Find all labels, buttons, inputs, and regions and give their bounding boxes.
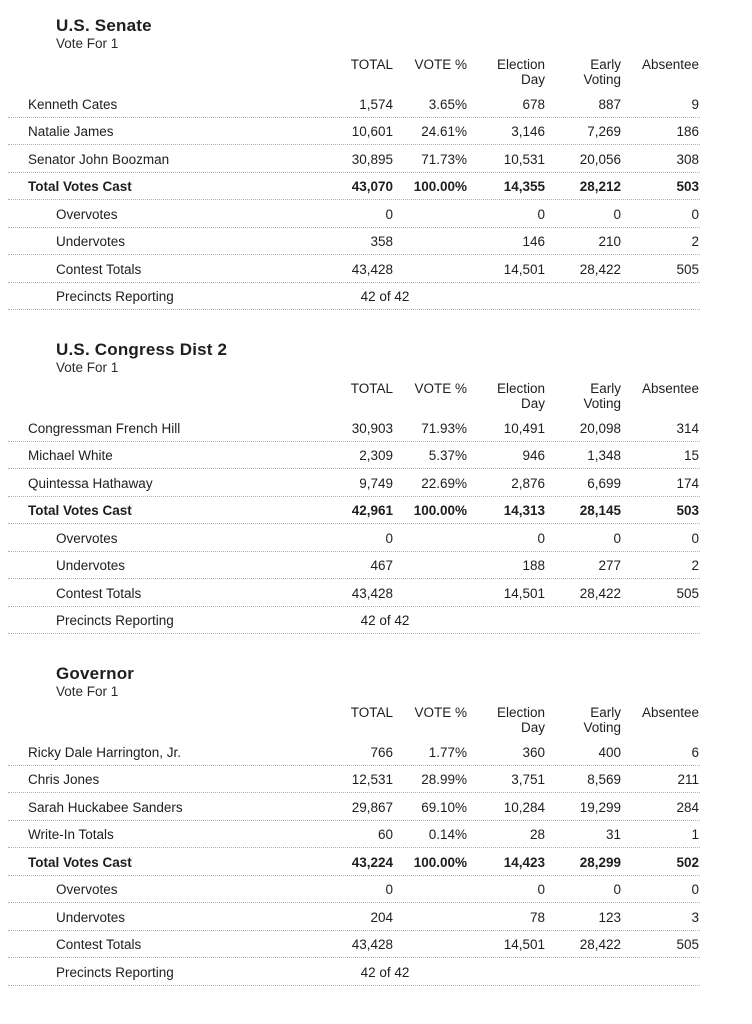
row-label: Contest Totals: [56, 937, 142, 952]
column-header-line1: VOTE %: [414, 381, 467, 396]
cell-early-voting: [467, 980, 545, 985]
cell-total: 0: [385, 882, 393, 897]
column-header-absentee: [621, 57, 699, 87]
table-row: [8, 903, 700, 931]
table-row: [8, 145, 700, 173]
column-header-row: [8, 57, 700, 90]
column-header-early-voting: [545, 705, 621, 735]
column-header-line1: Election: [496, 705, 545, 720]
contest-subtitle: Vote For 1: [56, 360, 119, 375]
cell-absentee: 0: [691, 882, 699, 897]
column-header-line2: [621, 72, 699, 87]
cell-early-voting: 400: [598, 744, 621, 760]
cell-absentee: 3: [691, 909, 699, 925]
column-header-vote-pct: [393, 57, 467, 87]
column-header-line2: [303, 720, 393, 735]
column-header-line2: Day: [520, 720, 545, 735]
cell-early-voting: 7,269: [587, 124, 621, 139]
cell-early-voting: 20,098: [579, 420, 621, 436]
cell-total: 30,895: [351, 151, 393, 167]
column-header-line1: Early: [590, 57, 621, 72]
cell-early-voting: 28,212: [579, 179, 621, 194]
cell-absentee: 174: [676, 475, 699, 491]
row-label: Contest Totals: [56, 261, 142, 277]
cell-vote-pct: 24.61%: [421, 124, 467, 139]
column-header-line1: TOTAL: [350, 381, 393, 396]
contest-section: [8, 664, 700, 986]
cell-election-day: 188: [522, 558, 545, 573]
cell-early-voting: [467, 304, 545, 309]
cell-early-voting: 28,145: [579, 503, 621, 518]
cell-absentee: [545, 628, 621, 633]
cell-vote-pct: 22.69%: [421, 475, 467, 491]
cell-total: 204: [370, 909, 393, 925]
cell-total: 42 of 42: [360, 289, 410, 304]
cell-total: 0: [385, 206, 393, 222]
contest-section: [8, 16, 700, 310]
cell-election-day: 360: [522, 744, 545, 760]
row-label: Precincts Reporting: [56, 613, 174, 628]
column-header-election-day: [467, 705, 545, 735]
cell-total: 12,531: [351, 772, 393, 787]
cell-vote-pct: [393, 546, 467, 551]
cell-absentee: [545, 980, 621, 985]
column-header-absentee: [621, 381, 699, 411]
cell-election-day: 28: [529, 827, 545, 842]
cell-election-day: 78: [529, 909, 545, 925]
cell-total: 10,601: [351, 124, 393, 139]
table-row: [8, 848, 700, 876]
column-header-election-day: [467, 381, 545, 411]
cell-vote-pct: [393, 601, 467, 606]
column-header-line2: [303, 396, 393, 411]
column-header-early-voting: [545, 381, 621, 411]
column-header-line1: TOTAL: [350, 57, 393, 72]
cell-early-voting: 0: [613, 530, 621, 546]
cell-absentee: 308: [676, 151, 699, 167]
table-row: [8, 442, 700, 470]
cell-absentee: 505: [676, 585, 699, 601]
column-header-line1: Early: [590, 381, 621, 396]
cell-total: 43,224: [351, 854, 393, 870]
cell-election-day: 14,355: [503, 179, 545, 194]
cell-election-day: 678: [522, 96, 545, 112]
row-label: Undervotes: [56, 234, 126, 249]
cell-early-voting: 277: [598, 558, 621, 573]
cell-vote-pct: [393, 222, 467, 227]
table-row: [8, 552, 700, 580]
column-header-line1: Absentee: [641, 381, 699, 396]
header-spacer-cell: [8, 705, 303, 735]
contest-title: Governor: [56, 664, 135, 683]
cell-vote-pct: [393, 573, 467, 578]
cell-absentee: 0: [691, 530, 699, 546]
cell-total: 29,867: [351, 799, 393, 815]
table-row: [8, 958, 700, 986]
cell-vote-pct: 71.73%: [421, 151, 467, 167]
row-label: Chris Jones: [28, 772, 100, 787]
column-header-line1: Absentee: [641, 705, 699, 720]
cell-early-voting: 6,699: [587, 475, 621, 491]
column-header-line1: Election: [496, 57, 545, 72]
cell-absentee: 2: [691, 558, 699, 573]
column-header-vote-pct: [393, 381, 467, 411]
cell-total: 9,749: [359, 475, 393, 491]
cell-absentee: 211: [677, 772, 699, 787]
table-row: [8, 524, 700, 552]
table-row: [8, 228, 700, 256]
cell-absentee: 186: [676, 124, 699, 139]
cell-total: 467: [370, 558, 393, 573]
contest-rows: [8, 90, 700, 310]
cell-early-voting: 0: [613, 206, 621, 222]
column-header-line2: Voting: [583, 720, 621, 735]
cell-election-day: 3,146: [511, 124, 545, 139]
row-label: Senator John Boozman: [28, 151, 170, 167]
column-header-line2: [621, 396, 699, 411]
contest-rows: [8, 738, 700, 986]
row-label: Total Votes Cast: [28, 503, 132, 518]
cell-election-day: 0: [537, 206, 545, 222]
column-header-line1: Absentee: [641, 57, 699, 72]
row-label: Write-In Totals: [28, 827, 114, 842]
cell-early-voting: 31: [605, 827, 621, 842]
cell-vote-pct: [393, 277, 467, 282]
cell-vote-pct: 5.37%: [428, 448, 467, 463]
header-spacer-cell: [8, 57, 303, 87]
cell-vote-pct: [393, 897, 467, 902]
cell-election-day: 14,501: [503, 585, 545, 601]
cell-vote-pct: [393, 952, 467, 957]
cell-vote-pct: 69.10%: [421, 799, 467, 815]
cell-early-voting: 28,422: [579, 937, 621, 952]
cell-total: 43,070: [351, 179, 393, 194]
column-header-row: [8, 381, 700, 414]
column-header-line2: [393, 396, 467, 411]
cell-total: 2,309: [359, 448, 393, 463]
cell-election-day: 0: [537, 530, 545, 546]
column-header-row: [8, 705, 700, 738]
row-label: Quintessa Hathaway: [28, 475, 153, 491]
cell-early-voting: 28,422: [579, 585, 621, 601]
cell-election-day: 0: [537, 882, 545, 897]
cell-early-voting: 28,299: [579, 854, 621, 870]
column-header-line1: VOTE %: [414, 57, 467, 72]
column-header-line1: TOTAL: [350, 705, 393, 720]
table-row: [8, 90, 700, 118]
cell-absentee: 503: [676, 179, 699, 194]
cell-absentee: 314: [676, 420, 699, 436]
cell-absentee: 0: [691, 206, 699, 222]
column-header-line1: Early: [590, 705, 621, 720]
contest-list: [8, 16, 752, 986]
table-row: [8, 821, 700, 849]
column-header-election-day: [467, 57, 545, 87]
column-header-line1: VOTE %: [414, 705, 467, 720]
table-row: [8, 607, 700, 635]
header-spacer-cell: [8, 381, 303, 411]
table-row: [8, 497, 700, 525]
cell-election-day: 14,423: [503, 854, 545, 870]
contest-subtitle: Vote For 1: [56, 684, 119, 699]
column-header-total: [303, 381, 393, 411]
cell-vote-pct: 100.00%: [413, 179, 467, 194]
cell-election-day: 3,751: [511, 772, 545, 787]
cell-absentee: 505: [676, 937, 699, 952]
column-header-absentee: [621, 705, 699, 735]
row-label: Overvotes: [56, 530, 118, 546]
column-header-total: [303, 57, 393, 87]
cell-total: 0: [385, 530, 393, 546]
cell-total: 1,574: [359, 96, 393, 112]
table-row: [8, 876, 700, 904]
cell-absentee: 15: [683, 448, 699, 463]
cell-absentee: 1: [691, 827, 699, 842]
cell-total: 766: [370, 744, 393, 760]
cell-vote-pct: 100.00%: [413, 854, 467, 870]
cell-early-voting: 0: [613, 882, 621, 897]
cell-total: 60: [377, 827, 393, 842]
cell-absentee: 503: [676, 503, 699, 518]
row-label: Precincts Reporting: [56, 964, 174, 980]
cell-election-day: 10,491: [503, 420, 545, 436]
column-header-line1: Election: [496, 381, 545, 396]
cell-vote-pct: 100.00%: [413, 503, 467, 518]
cell-election-day: 14,501: [503, 937, 545, 952]
column-header-early-voting: [545, 57, 621, 87]
cell-election-day: 14,313: [503, 503, 545, 518]
cell-absentee: [545, 304, 621, 309]
contest-section: [8, 340, 700, 634]
cell-early-voting: 123: [598, 909, 621, 925]
cell-early-voting: [467, 628, 545, 633]
table-row: [8, 931, 700, 959]
cell-early-voting: 1,348: [587, 448, 621, 463]
row-label: Ricky Dale Harrington, Jr.: [28, 744, 182, 760]
cell-election-day: 10,284: [503, 799, 545, 815]
cell-vote-pct: 71.93%: [421, 420, 467, 436]
cell-total: 358: [370, 234, 393, 249]
cell-total: 42 of 42: [360, 613, 410, 628]
contest-rows: [8, 414, 700, 634]
contest-subtitle: Vote For 1: [56, 36, 119, 51]
table-row: [8, 118, 700, 146]
column-header-line2: Day: [520, 72, 545, 87]
table-row: [8, 283, 700, 311]
row-label: Undervotes: [56, 909, 126, 925]
cell-absentee: 502: [676, 854, 699, 870]
cell-early-voting: 887: [598, 96, 621, 112]
row-label: Precincts Reporting: [56, 289, 174, 304]
cell-vote-pct: 1.77%: [428, 744, 467, 760]
cell-absentee: 505: [676, 261, 699, 277]
row-label: Overvotes: [56, 882, 118, 897]
column-header-line2: Voting: [583, 396, 621, 411]
column-header-line2: [393, 720, 467, 735]
cell-vote-pct: 28.99%: [421, 772, 467, 787]
cell-absentee: 2: [691, 234, 699, 249]
table-row: [8, 738, 700, 766]
contest-title: U.S. Senate: [56, 16, 152, 35]
row-label: Undervotes: [56, 558, 126, 573]
cell-total: 43,428: [351, 937, 393, 952]
column-header-line2: [393, 72, 467, 87]
table-row: [8, 255, 700, 283]
cell-early-voting: 28,422: [579, 261, 621, 277]
cell-vote-pct: [393, 925, 467, 930]
cell-election-day: 946: [522, 448, 545, 463]
table-row: [8, 793, 700, 821]
table-row: [8, 200, 700, 228]
cell-vote-pct: 0.14%: [428, 827, 467, 842]
column-header-vote-pct: [393, 705, 467, 735]
cell-absentee: 6: [691, 744, 699, 760]
table-row: [8, 766, 700, 794]
cell-election-day: 10,531: [503, 151, 545, 167]
cell-total: 30,903: [351, 420, 393, 436]
cell-early-voting: 19,299: [579, 799, 621, 815]
cell-total: 42,961: [351, 503, 393, 518]
column-header-total: [303, 705, 393, 735]
table-row: [8, 579, 700, 607]
contest-title: U.S. Congress Dist 2: [56, 340, 228, 359]
row-label: Total Votes Cast: [28, 179, 132, 194]
cell-total: 43,428: [351, 585, 393, 601]
row-label: Kenneth Cates: [28, 96, 118, 112]
table-row: [8, 173, 700, 201]
cell-early-voting: 8,569: [587, 772, 621, 787]
cell-vote-pct: [393, 249, 467, 254]
cell-election-day: 146: [522, 234, 545, 249]
cell-absentee: 284: [676, 799, 699, 815]
row-label: Total Votes Cast: [28, 854, 132, 870]
row-label: Contest Totals: [56, 585, 142, 601]
row-label: Congressman French Hill: [28, 420, 181, 436]
table-row: [8, 469, 700, 497]
row-label: Michael White: [28, 448, 113, 463]
cell-total: 42 of 42: [360, 964, 410, 980]
table-row: [8, 414, 700, 442]
column-header-line2: Voting: [583, 72, 621, 87]
row-label: Natalie James: [28, 124, 114, 139]
row-label: Sarah Huckabee Sanders: [28, 799, 183, 815]
column-header-line2: [303, 72, 393, 87]
column-header-line2: [621, 720, 699, 735]
cell-election-day: 14,501: [503, 261, 545, 277]
cell-election-day: 2,876: [511, 475, 545, 491]
cell-total: 43,428: [351, 261, 393, 277]
cell-vote-pct: 3.65%: [428, 96, 467, 112]
row-label: Overvotes: [56, 206, 118, 222]
cell-absentee: 9: [691, 96, 699, 112]
cell-early-voting: 20,056: [579, 151, 621, 167]
column-header-line2: Day: [520, 396, 545, 411]
cell-early-voting: 210: [598, 234, 621, 249]
